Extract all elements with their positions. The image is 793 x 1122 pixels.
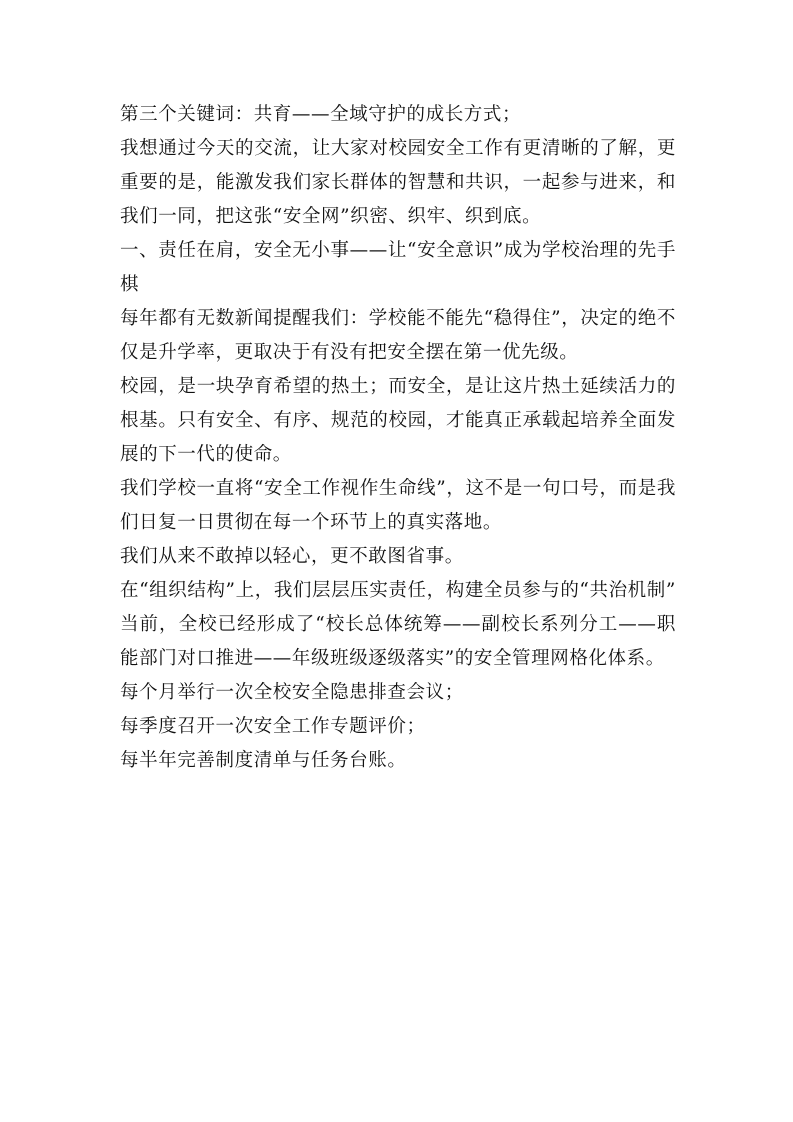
paragraph-careful: 我们从来不敢掉以轻心，更不敢图省事。	[120, 546, 464, 567]
section-heading-one: 一、责任在肩，安全无小事——让“安全意识”成为学校治理的先手棋	[120, 240, 676, 295]
paragraph-grid-system: 当前，全校已经形成了“校长总体统筹——副校长系列分工——职能部门对口推进——年级班级逐级落实”的安全管理网格化体系。	[120, 614, 676, 669]
paragraph-quarterly: 每季度召开一次安全工作专题评价；	[120, 716, 426, 737]
paragraph-intro: 我想通过今天的交流，让大家对校园安全工作有更清晰的了解，更重要的是，能激发我们家长群体的智慧和共识，一起参与进来，和我们一同，把这张“安全网”织密、织牢、织到底。	[120, 138, 676, 227]
paragraph-lifeline: 我们学校一直将“安全工作视作生命线”，这不是一句口号，而是我们日复一日贯彻在每一个环节上的真实落地。	[120, 478, 676, 533]
paragraph-news: 每年都有无数新闻提醒我们：学校能不能先“稳得住”，决定的绝不仅是升学率，更取决于有没有把安全摆在第一优先级。	[120, 308, 676, 363]
paragraph-campus: 校园，是一块孕育希望的热土；而安全，是让这片热土延续活力的根基。只有安全、有序、规范的校园，才能真正承载起培养全面发展的下一代的使命。	[120, 376, 676, 465]
paragraph-keyword-three: 第三个关键词：共育——全域守护的成长方式；	[120, 104, 522, 125]
paragraph-semiannual: 每半年完善制度清单与任务台账。	[120, 750, 407, 771]
paragraph-monthly: 每个月举行一次全校安全隐患排查会议；	[120, 682, 464, 703]
paragraph-structure: 在“组织结构”上，我们层层压实责任，构建全员参与的“共治机制”	[120, 580, 676, 601]
document-body	[120, 98, 676, 778]
